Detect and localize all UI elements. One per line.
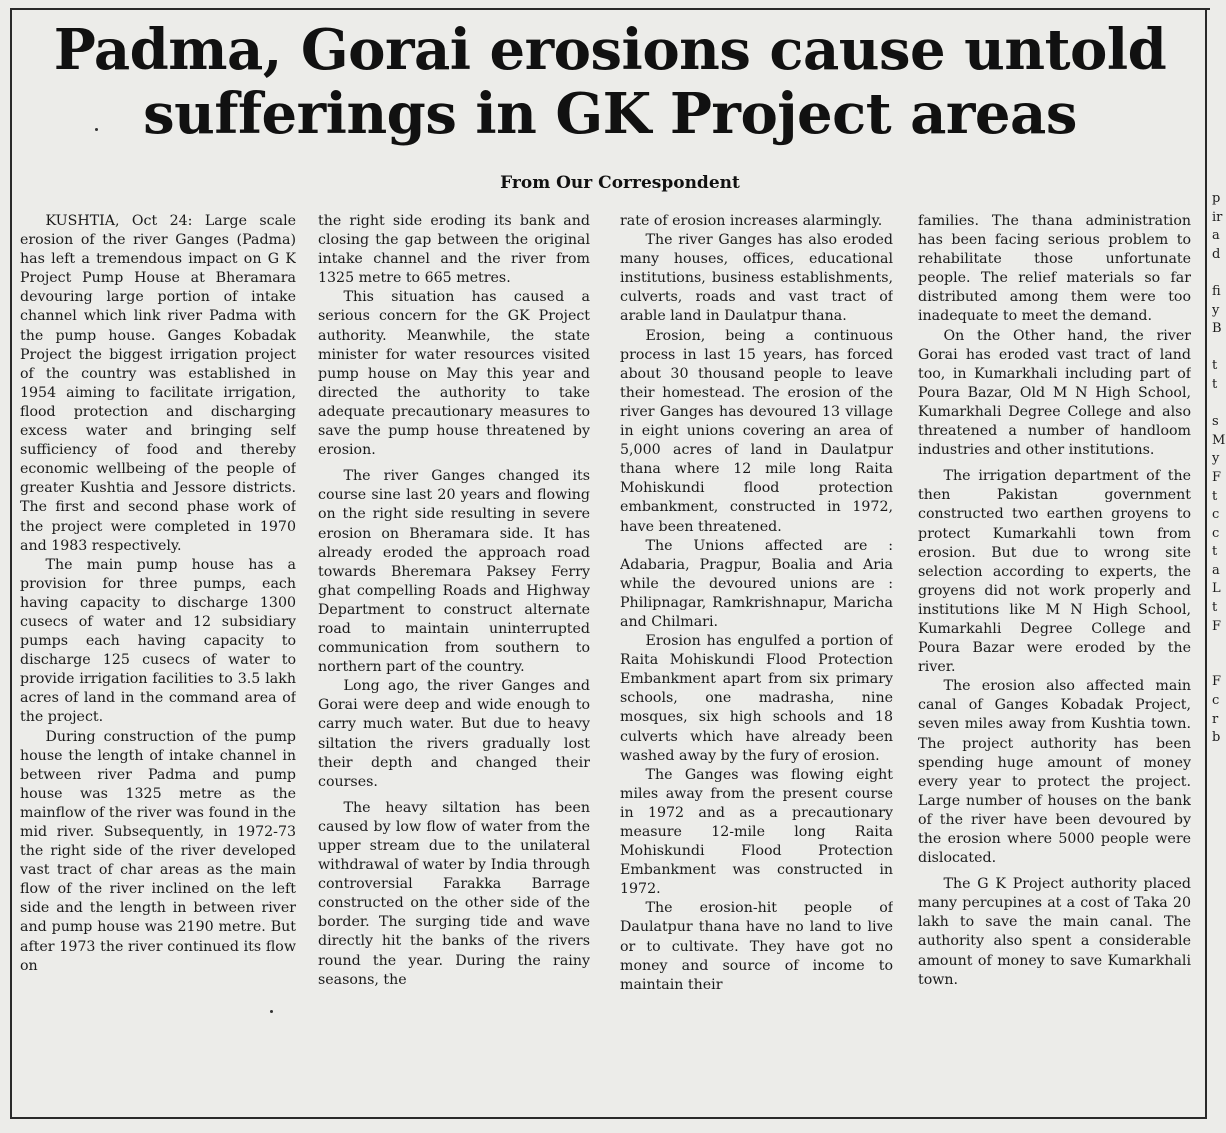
fragment-line: c [1212,507,1220,523]
paragraph-continued: the right side eroding its bank and closing the gap between the original intake channel and the river from 1325 metre to 665 metres. [318,213,590,287]
fragment-line: y [1212,302,1220,318]
fragment-line: r [1212,711,1219,727]
fragment-line: s [1212,414,1219,430]
paragraph: The Ganges was flowing eight miles away from the present course in 1972 and as a precautionary measure 12-mile long Raita Mohiskundi Flood Protection Embankment was constructed in 1972. [620,766,893,898]
paragraph: The main pump house has a provision for three pumps, each having capacity to discharge 1300 cusecs of water and 12 subsidiary pumps each having capacity to discharge 125 cusecs of water to provide irrigation facilities to 3.5 lakh acres of land in the command area of the project. [20,556,296,726]
paragraph: The erosion also affected main canal of Ganges Kobadak Project, seven miles away from Kushtia town. The project authority has been spending huge amount of money every year to protect the project. Large number of houses on the bank of the river have been devoured by the erosion where 5000 people were dislocated. [918,678,1191,867]
fragment-line: c [1212,525,1220,541]
fragment-line [1212,264,1226,283]
paragraph: Erosion, being a continuous process in last 15 years, has forced about 30 thousand people to leave their homestead. The erosion of the river Ganges has devoured 13 village in eight unions covering an area of 5,000 acres of land in Daulatpur thana where 12 mile long Raita Mohiskundi flood protection embankment, constructed in 1972, have been threatened. [620,327,893,535]
fragment-line: t [1212,358,1218,374]
paragraph: On the Other hand, the river Gorai has eroded vast tract of land too, in Kumarkhali including part of Poura Bazar, Old M N High School, Kumarkhali Degree College and also threatened a number of handloom industries and other institutions. [918,327,1191,459]
fragment-line: F [1212,674,1222,690]
adjacent-article-fragment [1212,190,1226,1050]
fragment-line: b [1212,730,1221,746]
article-column-2 [318,212,590,1118]
article-column-1 [20,212,296,1118]
paragraph: The irrigation department of the then Pakistan government constructed two earthen groyens to protect Kumarkahli town from erosion. But due to wrong site selection according to experts, the groyens did not work properly and institutions like M N High School, Kumarkahli Degree College and Poura Bazar were eroded by the river. [918,468,1191,676]
fragment-line: F [1212,469,1222,485]
paragraph: The erosion-hit people of Daulatpur thana have no land to live or to cultivate. They have got no money and source of income to maintain their [620,900,893,993]
fragment-line: d [1212,246,1221,262]
fragment-line: t [1212,600,1218,616]
print-speck [270,1010,273,1013]
fragment-line: ir [1212,209,1223,225]
fragment-line: p [1212,191,1221,206]
fragment-line: c [1212,693,1220,709]
paragraph: The Unions affected are : Adabaria, Pragpur, Boalia and Aria while the devoured unions are : Philipnagar, Ramkrishnapur, Maricha and Chilmari. [620,537,893,630]
paragraph: The heavy siltation has been caused by low flow of water from the upper stream due to the unilateral withdrawal of water by India through controversial Farakka Barrage constructed on the other side of the border. The surging tide and wave directly hit the banks of the rivers round the year. During the rainy seasons, the [318,799,590,988]
paragraph: Erosion has engulfed a portion of Raita Mohiskundi Flood Protection Embankment apart from six primary schools, one madrasha, nine mosques, six high schools and 18 culverts which have already been washed away by the fury of erosion. [620,633,893,764]
article-column-4 [918,212,1191,1118]
fragment-line [1212,655,1226,674]
fragment-line: t [1212,488,1218,504]
fragment-line: a [1212,562,1220,578]
fragment-line: fi [1212,283,1221,299]
paragraph: During construction of the pump house the length of intake channel in between river Padma and pump house was 1325 metre as the mainflow of the river was found in the mid river. Subsequently, in 1972-73 the right side of the river developed vast tract of char areas as the main flow of the river inclined on the left side and the length in between river and pump house was 2190 metre. But after 1973 the river continued its flow on [20,728,296,974]
paragraph: This situation has caused a serious concern for the GK Project authority. Meanwhile, the state minister for water resources visited pump house on May this year and directed the authority to take adequate precautionary measures to save the pump house threatened by erosion. [318,289,590,459]
fragment-line: a [1212,228,1220,244]
fragment-line: F [1212,618,1222,634]
headline: Padma, Gorai erosions cause untold sufferings in GK Project areas [53,17,1167,147]
left-border-rule [10,8,12,1118]
byline: From Our Correspondent [500,173,740,193]
paragraph: Long ago, the river Ganges and Gorai were deep and wide enough to carry much water. But due to heavy siltation the rivers gradually lost their depth and changed their courses. [318,678,590,790]
paragraph-continued: rate of erosion increases alarmingly. [620,213,883,229]
fragment-line: y [1212,451,1220,467]
article-column-3 [620,212,893,1118]
paragraph: The river Ganges changed its course sine last 20 years and flowing on the right side resulting in severe erosion on Bheramara side. It has already eroded the approach road towards Bheremara Paksey Ferry ghat compelling Roads and Highway Department to construct alternate road to maintain uninterrupted communication from southern to northern part of the country. [318,468,590,676]
paragraph: KUSHTIA, Oct 24: Large scale erosion of the river Ganges (Padma) has left a tremendous impact on G K Project Pump House at Bheramara devouring large portion of intake channel which link river Padma with the pump house. Ganges Kobadak Project the biggest irrigation project of the country was established in 1954 aiming to facilitate irrigation, flood protection and discharging excess water and bringing self sufficiency of food and thereby economic wellbeing of the people of greater Kushtia and Jessore districts. The first and second phase work of the project were completed in 1970 and 1983 respectively. [20,213,296,554]
fragment-line: t [1212,376,1218,392]
print-speck [95,128,98,131]
paragraph-continued: families. The thana administration has been facing serious problem to rehabilitate those unfortunate people. The relief materials so far distributed among them were too inadequate to meet the demand. [918,213,1191,325]
fragment-line [1212,339,1226,358]
fragment-line: L [1212,581,1221,597]
fragment-line [1212,636,1226,655]
fragment-line [1212,395,1226,414]
top-border-rule [10,8,1210,10]
fragment-line: M [1212,432,1226,448]
fragment-line: B [1212,321,1222,337]
fragment-line: t [1212,544,1218,560]
paragraph: The river Ganges has also eroded many houses, offices, educational institutions, business establishments, culverts, roads and vast tract of arable land in Daulatpur thana. [620,232,893,325]
paragraph: The G K Project authority placed many percupines at a cost of Taka 20 lakh to save the main canal. The authority also spent a considerable amount of money to save Kumarkhali town. [918,876,1191,988]
